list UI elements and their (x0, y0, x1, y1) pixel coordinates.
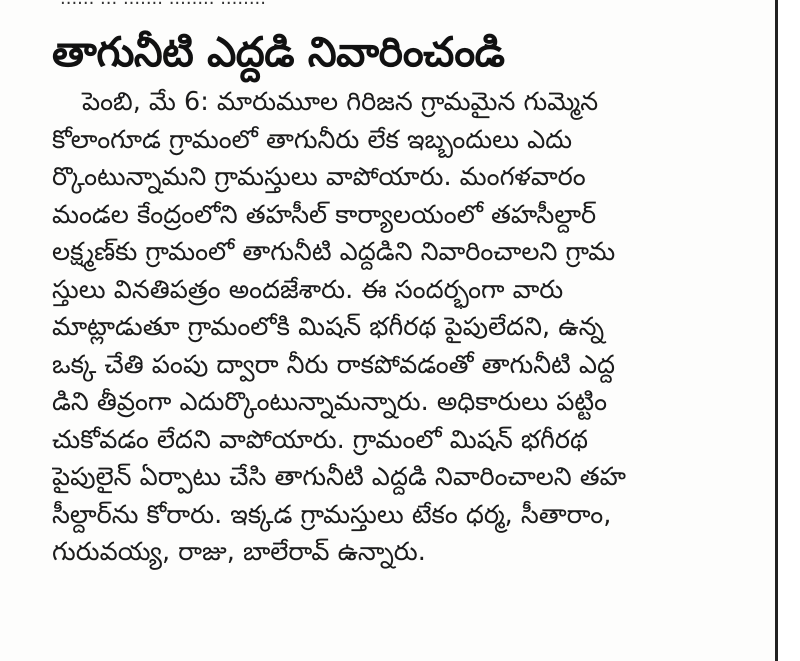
body-line: గురువయ్య, రాజు, బాలేరావ్ ఉన్నారు. (52, 537, 426, 567)
body-line: లక్ష్మణ్‌కు గ్రామంలో తాగునీటి ఎద్దడిని నివారించాలని గ్రామ (52, 237, 616, 267)
body-line: మండల కేంద్రంలోని తహసీల్ కార్యాలయంలో తహసీల్దార్ (52, 199, 597, 230)
article-body (52, 84, 764, 572)
body-line: కోలాంగూడ గ్రామంలో తాగునీరు లేక ఇబ్బందులు ఎదు (52, 124, 573, 155)
body-line: స్తులు వినతిపత్రం అందజేశారు. ఈ సందర్భంగా వారు (52, 274, 564, 305)
body-line: మాట్లాడుతూ గ్రామంలోకి మిషన్ భగీరథ పైపులేదని, ఉన్న (52, 312, 605, 342)
article-headline: తాగునీటి ఎద్దడి నివారించండి (52, 28, 505, 76)
body-line: డిని తీవ్రంగా ఎదుర్కొంటున్నామన్నారు. అధికారులు పట్టిం (52, 387, 608, 417)
body-line: పైపులైన్ ఏర్పాటు చేసి తాగునీటి ఎద్దడి నివారించాలని తహ (52, 462, 626, 492)
body-line: పెంబి, మే 6: మారుమూల గిరిజన గ్రామమైన గుమ్మెన (82, 87, 599, 117)
body-line: చుకోవడం లేదని వాపోయారు. గ్రామంలో మిషన్ భగీరథ (52, 424, 589, 455)
body-line: ర్కొంటున్నామని గ్రామస్తులు వాపోయారు. మంగళవారం (52, 162, 586, 192)
body-line: సీల్దార్‌ను కోరారు. ఇక్కడ గ్రామస్తులు టేకం ధర్మ, సీతారాం, (52, 499, 612, 530)
body-line: ఒక్క చేతి పంపు ద్వారా నీరు రాకపోవడంతో తాగునీటి ఎద్ద (52, 349, 616, 380)
previous-article-fragment (60, 0, 440, 4)
